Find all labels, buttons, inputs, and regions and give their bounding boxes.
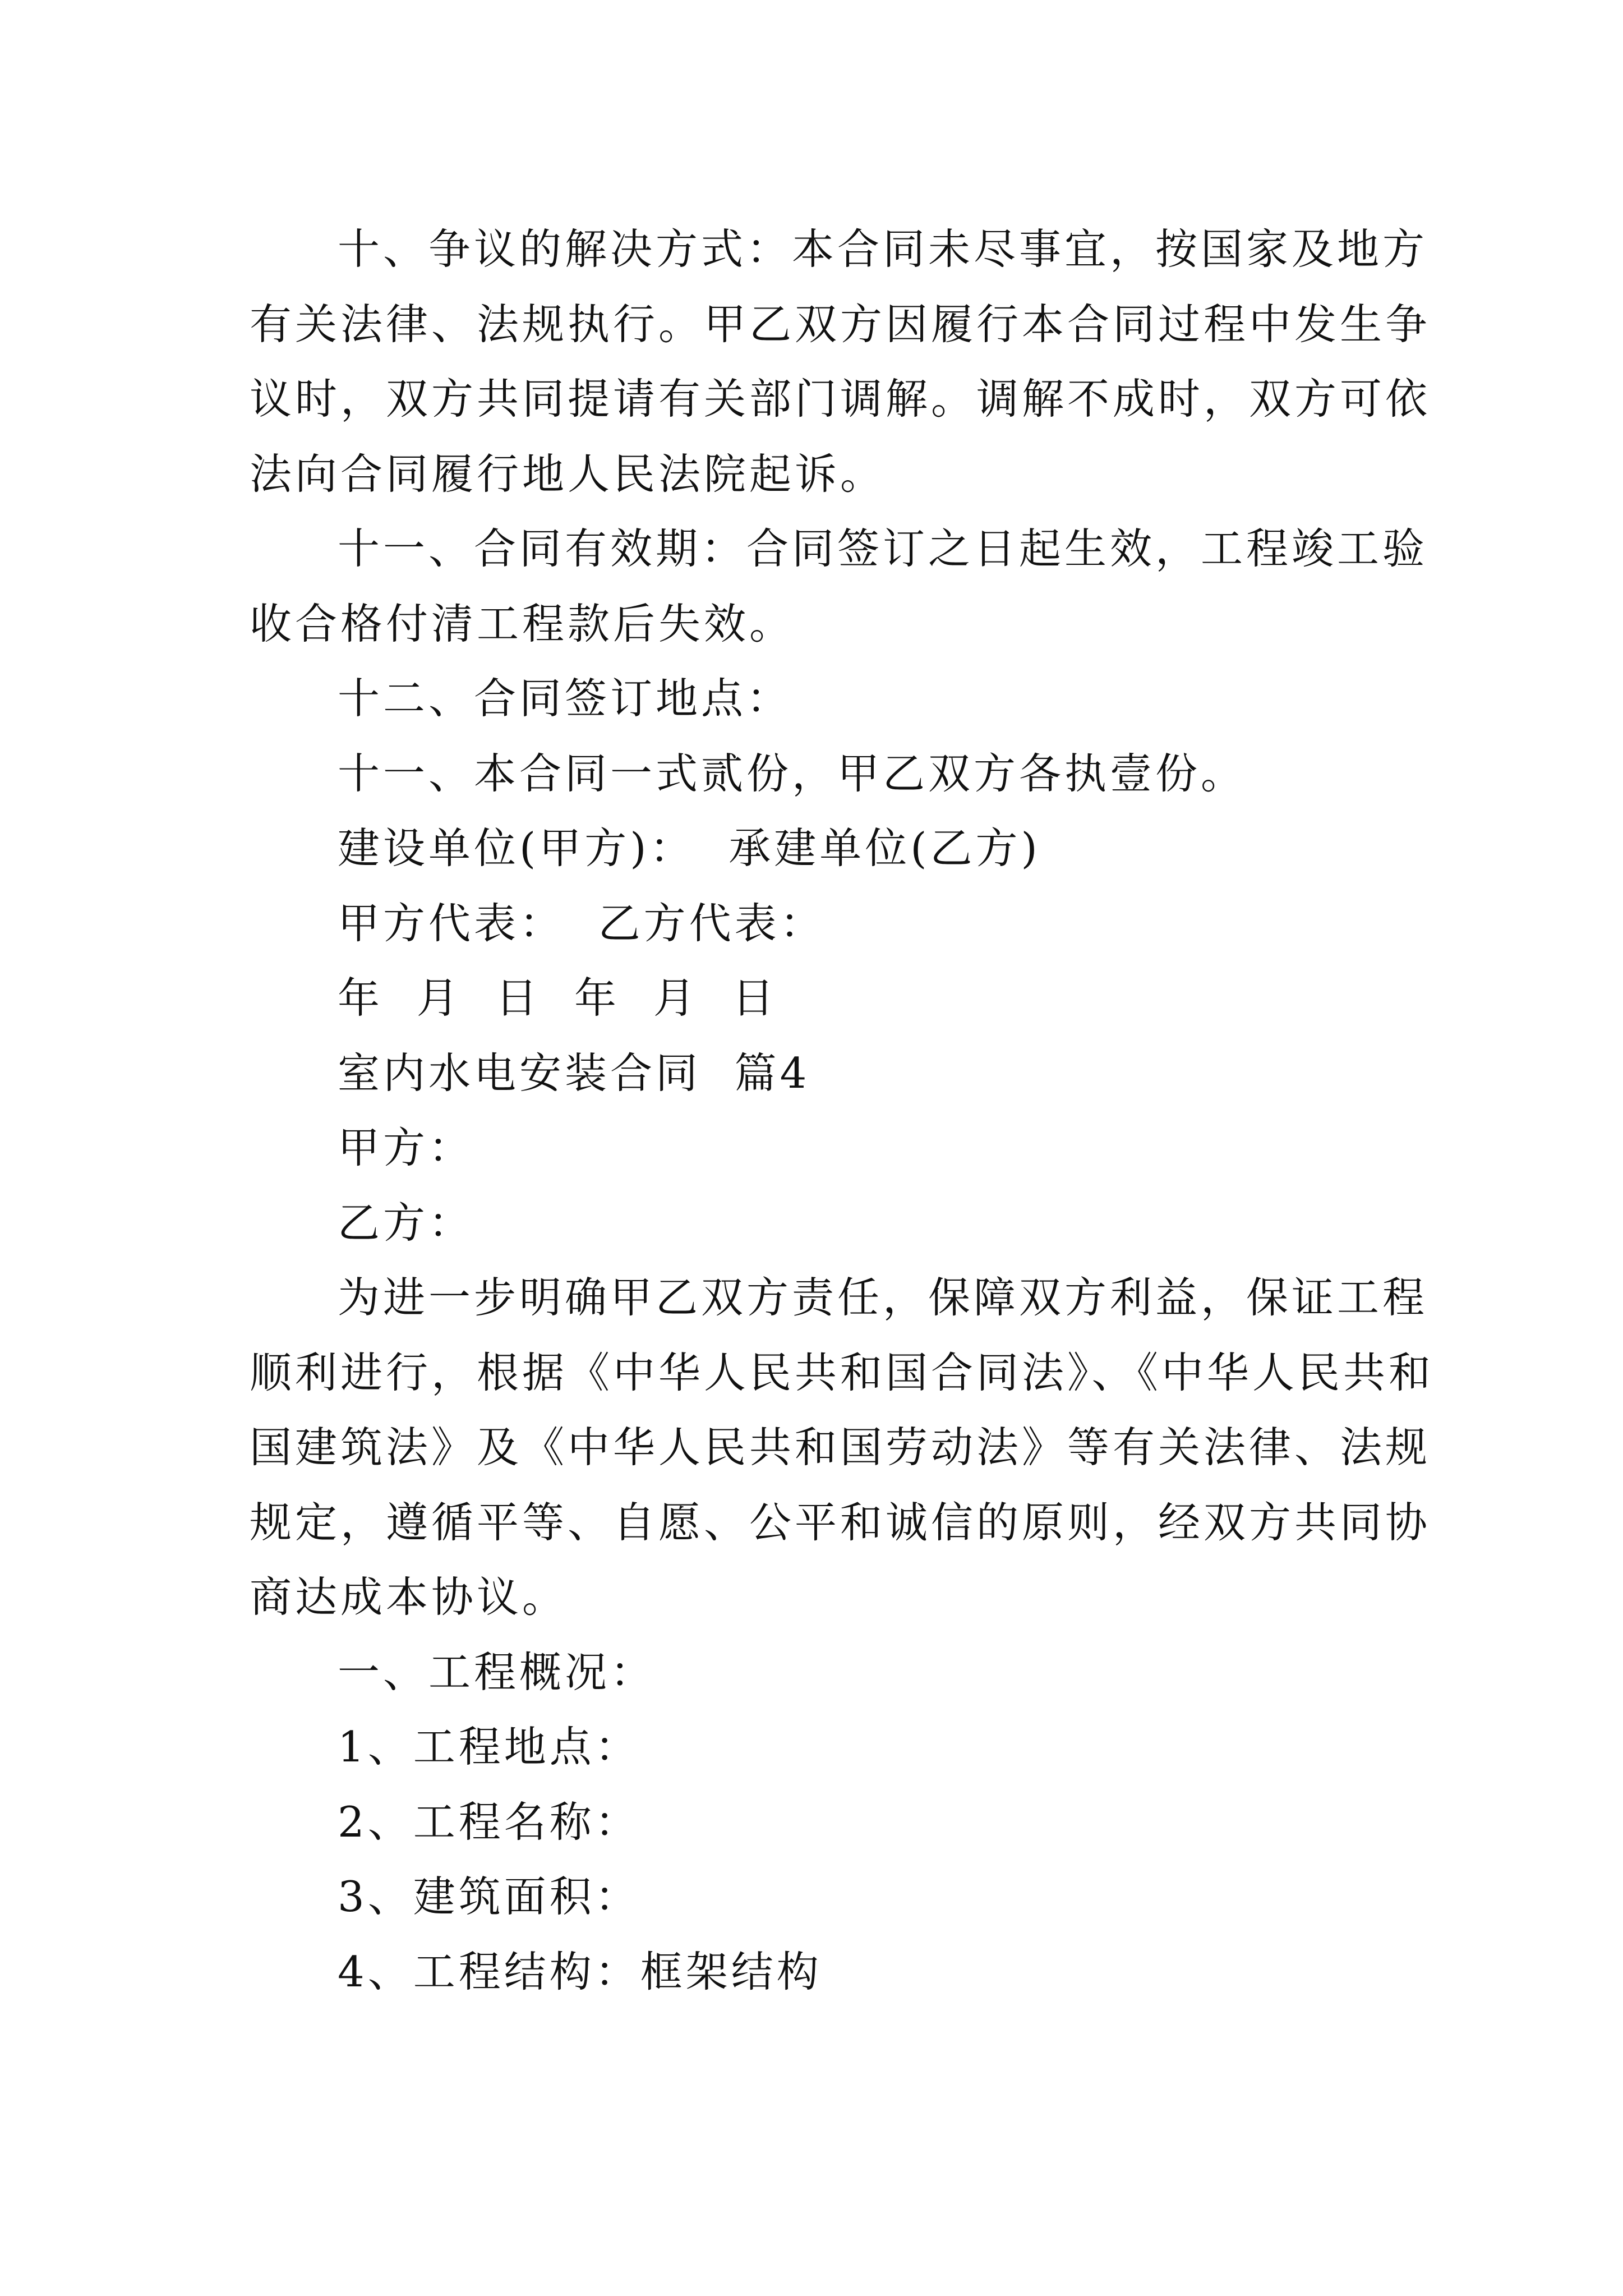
- text-line: 法向合同履行地人民法院起诉。: [250, 449, 886, 499]
- text-line: 年 月 日 年 月 日: [338, 973, 778, 1023]
- text-line: 3、建筑面积：: [338, 1872, 640, 1921]
- text-line: 十、争议的解决方式：本合同未尽事宜，按国家及地方: [338, 224, 1428, 274]
- text-line: 甲方代表： 乙方代表：: [338, 898, 826, 948]
- text-line: 甲方：: [338, 1123, 474, 1172]
- text-line: 议时，双方共同提请有关部门调解。调解不成时，双方可依: [250, 374, 1431, 424]
- text-line: 商达成本协议。: [250, 1572, 568, 1622]
- text-line: 一、工程概况：: [338, 1647, 656, 1697]
- text-line: 规定，遵循平等、自愿、公平和诚信的原则，经双方共同协: [250, 1497, 1431, 1547]
- text-line: 国建筑法》及《中华人民共和国劳动法》等有关法律、法规: [250, 1423, 1431, 1472]
- text-line: 十一、合同有效期：合同签订之日起生效，工程竣工验: [338, 524, 1428, 573]
- section-heading: 室内水电安装合同 篇4: [338, 1048, 810, 1098]
- text-line: 收合格付清工程款后失效。: [250, 599, 795, 648]
- text-line: 4、工程结构：框架结构: [338, 1947, 822, 1996]
- text-line: 建设单位(甲方)： 承建单位(乙方): [338, 823, 1041, 873]
- text-line: 1、工程地点：: [338, 1722, 640, 1772]
- text-line: 乙方：: [338, 1198, 474, 1248]
- document-body: [250, 212, 1435, 2009]
- text-line: 十一、本合同一式贰份，甲乙双方各执壹份。: [338, 748, 1247, 798]
- text-line: 为进一步明确甲乙双方责任，保障双方利益，保证工程: [338, 1273, 1428, 1322]
- text-line: 2、工程名称：: [338, 1797, 640, 1847]
- text-line: 顺利进行，根据《中华人民共和国合同法》、《中华人民共和: [250, 1347, 1435, 1397]
- text-line: 十二、合同签订地点：: [338, 674, 792, 723]
- text-line: 有关法律、法规执行。甲乙双方因履行本合同过程中发生争: [250, 299, 1431, 349]
